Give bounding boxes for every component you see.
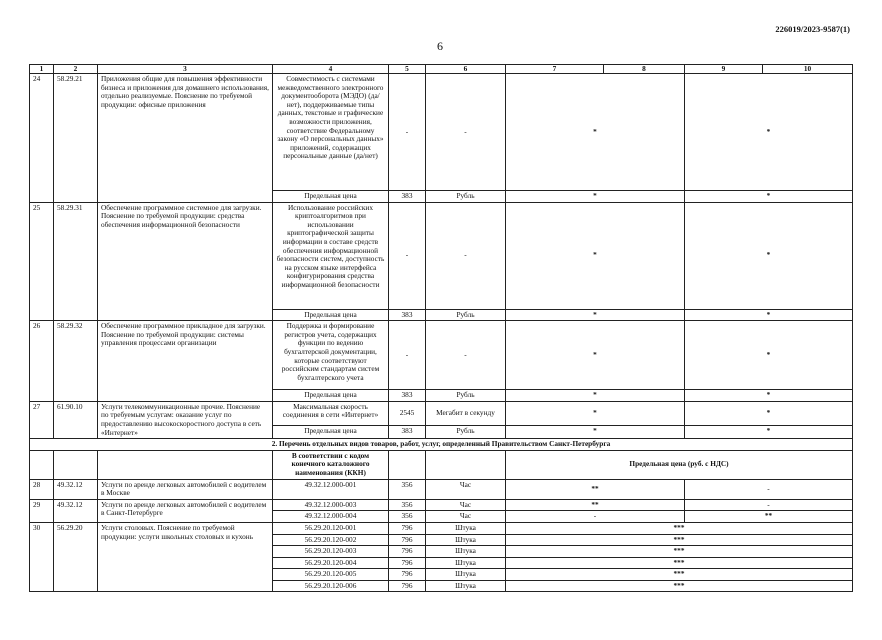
item-name: Услуги телекоммуникационные прочие. Пояснение по требуемым услугам: оказание услуг по предоставлению высокоскоростного доступа в сеть «Интернет»: [98, 401, 273, 438]
table-row: [30, 74, 853, 191]
okei-code: 796: [389, 569, 426, 581]
kkn-header: В соответствии с кодом конечного каталожного наименования (ККН): [273, 450, 389, 479]
col-header: 6: [426, 65, 506, 74]
price-value: ***: [506, 522, 853, 534]
price-value: ***: [506, 580, 853, 592]
col-header: 7: [506, 65, 604, 74]
row-number: 24: [30, 74, 54, 203]
kkn-code: 56.29.20.120-002: [273, 534, 389, 546]
value-col7: **: [506, 479, 685, 499]
price-value: ***: [506, 557, 853, 569]
col-header: 1: [30, 65, 54, 74]
okpd-code: 49.32.12: [54, 499, 98, 522]
okpd-code: 58.29.31: [54, 202, 98, 321]
kkn-code: 56.29.20.120-001: [273, 522, 389, 534]
col-header: 2: [54, 65, 98, 74]
price-unit: Рубль: [426, 191, 506, 203]
okei-code: 356: [389, 499, 426, 511]
unit: Час: [426, 499, 506, 511]
okei-code: 796: [389, 580, 426, 592]
page-number: 6: [437, 39, 443, 53]
table-row: [30, 321, 853, 390]
characteristic: Использование российских криптоалгоритмов при использовании криптографической защиты информации в составе средств обеспечения информационной безопасности систем, доступность на русском языке интерфейса конфигурирования средства информационной безопасности: [273, 202, 389, 309]
kkn-code: 56.29.20.120-003: [273, 546, 389, 558]
price-unit: Рубль: [426, 425, 506, 439]
price-okei: 383: [389, 309, 426, 321]
price-value: ***: [506, 534, 853, 546]
table-row: [30, 499, 853, 511]
characteristic: Совместимость с системами межведомственного электронного документооборота (МЭДО) (да/нет), поддерживаемые типы данных, текстовые и графические возможности приложения, соответствие Федеральному закону «О персональных данных» приложений, содержащих персональные данные (да/нет): [273, 74, 389, 191]
unit: Штука: [426, 580, 506, 592]
section-header-row: [30, 450, 853, 479]
okpd-code: 49.32.12: [54, 479, 98, 499]
row-number: 30: [30, 522, 54, 592]
price-col7: *: [506, 309, 685, 321]
item-name: Услуги по аренде легковых автомобилей с водителем в Москве: [98, 479, 273, 499]
col-header: 5: [389, 65, 426, 74]
item-name: Обеспечение программное прикладное для загрузки. Пояснение по требуемой продукции: системы управления процессами организации: [98, 321, 273, 402]
value-col7: -: [506, 511, 685, 523]
characteristic: Максимальная скорость соединения в сети «Интернет»: [273, 401, 389, 425]
okei-code: 796: [389, 546, 426, 558]
price-col7: *: [506, 390, 685, 402]
price-label: Предельная цена: [273, 390, 389, 402]
value-col7: *: [506, 401, 685, 425]
value-col9: **: [685, 511, 853, 523]
okei-code: -: [389, 321, 426, 390]
value-col9: *: [685, 74, 853, 191]
unit: Штука: [426, 557, 506, 569]
table-row: [30, 202, 853, 309]
price-label: Предельная цена: [273, 191, 389, 203]
price-okei: 383: [389, 191, 426, 203]
value-col7: *: [506, 321, 685, 390]
price-okei: 383: [389, 425, 426, 439]
unit: Штука: [426, 522, 506, 534]
okpd-code: 58.29.21: [54, 74, 98, 203]
table-row: [30, 522, 853, 534]
price-unit: Рубль: [426, 390, 506, 402]
value-col7: *: [506, 74, 685, 191]
table-row: [30, 479, 853, 499]
okpd-code: 56.29.20: [54, 522, 98, 592]
column-header-row: [30, 65, 853, 74]
okei-code: -: [389, 74, 426, 191]
col-header: 10: [763, 65, 853, 74]
kkn-code: 56.29.20.120-005: [273, 569, 389, 581]
price-header: Предельная цена (руб. с НДС): [506, 450, 853, 479]
unit: -: [426, 202, 506, 309]
row-number: 29: [30, 499, 54, 522]
kkn-code: 56.29.20.120-006: [273, 580, 389, 592]
row-number: 27: [30, 401, 54, 438]
kkn-code: 49.32.12.000-004: [273, 511, 389, 523]
document-number: 226019/2023-9587(1): [775, 24, 850, 34]
okei-code: -: [389, 202, 426, 309]
price-col9: *: [685, 191, 853, 203]
okei-code: 2545: [389, 401, 426, 425]
kkn-code: 49.32.12.000-001: [273, 479, 389, 499]
price-col7: *: [506, 425, 685, 439]
okpd-code: 61.90.10: [54, 401, 98, 438]
col-header: 3: [98, 65, 273, 74]
unit: -: [426, 321, 506, 390]
col-header: 8: [604, 65, 685, 74]
price-col9: *: [685, 425, 853, 439]
price-unit: Рубль: [426, 309, 506, 321]
okei-code: 796: [389, 557, 426, 569]
price-label: Предельная цена: [273, 309, 389, 321]
row-number: 25: [30, 202, 54, 321]
col-header: 4: [273, 65, 389, 74]
okei-code: 356: [389, 479, 426, 499]
okei-code: 796: [389, 522, 426, 534]
characteristic: Поддержка и формирование регистров учета, содержащих функции по ведению бухгалтерской документации, которые соответствуют российским стандартам систем бухгалтерского учета: [273, 321, 389, 390]
price-col9: *: [685, 390, 853, 402]
unit: Штука: [426, 534, 506, 546]
price-col9: *: [685, 309, 853, 321]
price-okei: 383: [389, 390, 426, 402]
value-col9: -: [685, 479, 853, 499]
value-col9: *: [685, 202, 853, 309]
price-label: Предельная цена: [273, 425, 389, 439]
item-name: Услуги столовых. Пояснение по требуемой продукции: услуги школьных столовых и кухонь: [98, 522, 273, 592]
unit: Час: [426, 511, 506, 523]
requirements-table: [29, 64, 853, 592]
table-row: [30, 401, 853, 425]
item-name: Услуги по аренде легковых автомобилей с водителем в Санкт-Петербурге: [98, 499, 273, 522]
unit: Штука: [426, 569, 506, 581]
unit: Час: [426, 479, 506, 499]
value-col7: **: [506, 499, 685, 511]
okpd-code: 58.29.32: [54, 321, 98, 402]
price-col7: *: [506, 191, 685, 203]
price-value: ***: [506, 546, 853, 558]
value-col9: -: [685, 499, 853, 511]
section-title: 2. Перечень отдельных видов товаров, работ, услуг, определенный Правительством Санкт-Петербурга: [30, 439, 853, 451]
price-value: ***: [506, 569, 853, 581]
item-name: Обеспечение программное системное для загрузки. Пояснение по требуемой продукции: средства обеспечения информационной безопасности: [98, 202, 273, 321]
row-number: 26: [30, 321, 54, 402]
item-name: Приложения общие для повышения эффективности бизнеса и приложения для домашнего использования, отдельно реализуемые. Пояснение по требуемой продукции: офисные приложения: [98, 74, 273, 203]
value-col7: *: [506, 202, 685, 309]
kkn-code: 56.29.20.120-004: [273, 557, 389, 569]
unit: -: [426, 74, 506, 191]
row-number: 28: [30, 479, 54, 499]
value-col9: *: [685, 401, 853, 425]
kkn-code: 49.32.12.000-003: [273, 499, 389, 511]
col-header: 9: [685, 65, 763, 74]
okei-code: 796: [389, 534, 426, 546]
value-col9: *: [685, 321, 853, 390]
section-title-row: [30, 439, 853, 451]
okei-code: 356: [389, 511, 426, 523]
unit: Мегабит в секунду: [426, 401, 506, 425]
unit: Штука: [426, 546, 506, 558]
